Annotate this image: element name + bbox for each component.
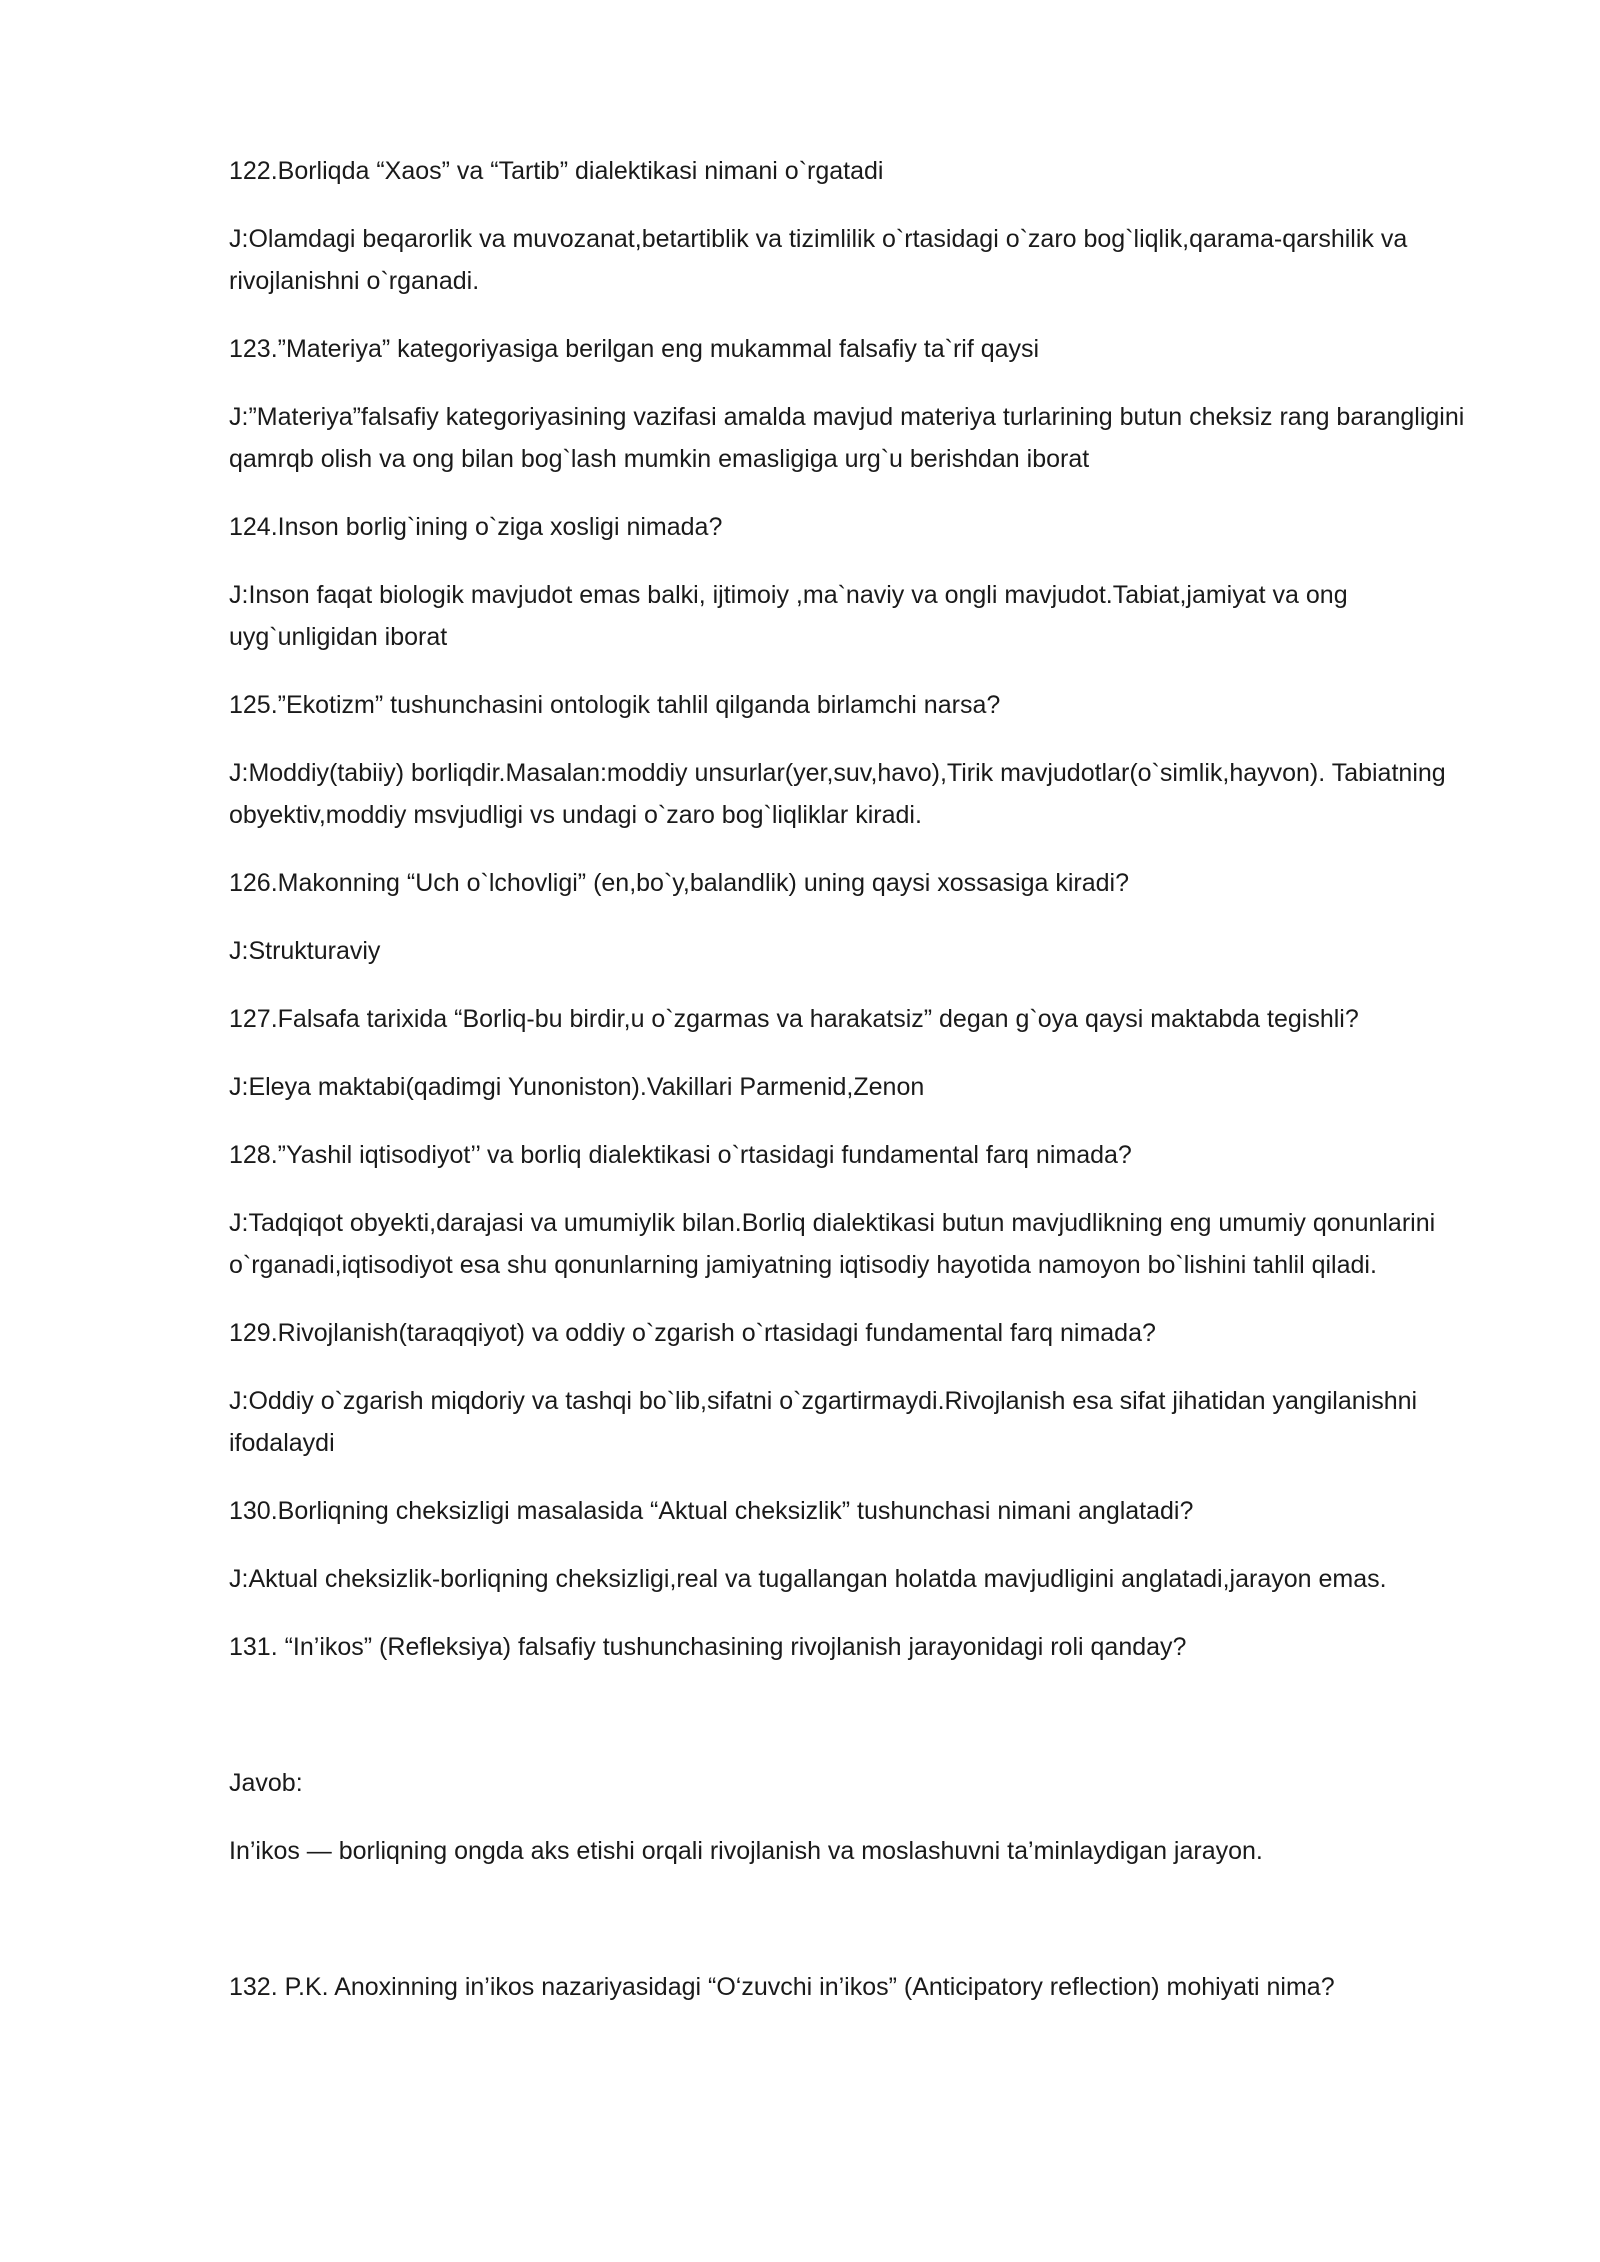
question-125: 125.”Ekotizm” tushunchasini ontologik tahlil qilganda birlamchi narsa? [229,691,1001,719]
question-130: 130.Borliqning cheksizligi masalasida “Aktual cheksizlik” tushunchasi nimani anglatadi? [229,1497,1194,1525]
answer-129: J:Oddiy o`zgarish miqdoriy va tashqi bo`lib,sifatni o`zgartirmaydi.Rivojlanish esa sifat jihatidan yangilanishni ifodalaydi [229,1387,1418,1457]
answer-125: J:Moddiy(tabiiy) borliqdir.Masalan:moddiy unsurlar(yer,suv,havo),Tirik mavjudotlar(o`simlik,hayvon). Tabiatning obyektiv,moddiy msvjudligi vs undagi o`zaro bog`liqliklar kiradi. [229,759,1446,829]
question-127: 127.Falsafa tarixida “Borliq-bu birdir,u o`zgarmas va harakatsiz” degan g`oya qaysi maktabda tegishli? [229,1005,1359,1033]
answer-122: J:Olamdagi beqarorlik va muvozanat,betartiblik va tizimlilik o`rtasidagi o`zaro bog`liqlik,qarama-qarshilik va rivojlanishni o`rganadi. [229,225,1408,295]
blank-space [229,1898,1489,1966]
answer-130: J:Aktual cheksizlik-borliqning cheksizligi,real va tugallangan holatda mavjudligini anglatadi,jarayon emas. [229,1565,1387,1593]
answer-131: In’ikos — borliqning ongda aks etishi orqali rivojlanish va moslashuvni ta’minlaydigan jarayon. [229,1837,1263,1865]
question-122: 122.Borliqda “Xaos” va “Tartib” dialektikasi nimani o`rgatadi [229,157,884,185]
answer-126: J:Strukturaviy [229,937,381,965]
question-129: 129.Rivojlanish(taraqqiyot) va oddiy o`zgarish o`rtasidagi fundamental farq nimada? [229,1319,1156,1347]
question-132: 132. P.K. Anoxinning in’ikos nazariyasidagi “O‘zuvchi in’ikos” (Anticipatory reflection) mohiyati nima? [229,1973,1335,2001]
answer-label-131: Javob: [229,1769,303,1797]
question-128: 128.”Yashil iqtisodiyot’’ va borliq dialektikasi o`rtasidagi fundamental farq nimada? [229,1141,1132,1169]
answer-124: J:Inson faqat biologik mavjudot emas balki, ijtimoiy ,ma`naviy va ongli mavjudot.Tabiat,jamiyat va ong uyg`unligidan iborat [229,581,1348,651]
answer-123: J:”Materiya”falsafiy kategoriyasining vazifasi amalda mavjud materiya turlarining butun cheksiz rang barangligini qamrqb olish va ong bilan bog`lash mumkin emasligiga urg`u berishdan iborat [229,403,1465,473]
answer-127: J:Eleya maktabi(qadimgi Yunoniston).Vakillari Parmenid,Zenon [229,1073,925,1101]
question-123: 123.”Materiya” kategoriyasiga berilgan eng mukammal falsafiy ta`rif qaysi [229,335,1040,363]
question-126: 126.Makonning “Uch o`lchovligi” (en,bo`y,balandlik) uning qaysi xossasiga kiradi? [229,869,1129,897]
question-124: 124.Inson borlig`ining o`ziga xosligi nimada? [229,513,723,541]
question-131: 131. “In’ikos” (Refleksiya) falsafiy tushunchasining rivojlanish jarayonidagi roli qanday? [229,1633,1187,1661]
document-body [229,150,1489,2034]
blank-space [229,1694,1489,1762]
answer-128: J:Tadqiqot obyekti,darajasi va umumiylik bilan.Borliq dialektikasi butun mavjudlikning eng umumiy qonunlarini o`rganadi,iqtisodiyot esa shu qonunlarning jamiyatning iqtisodiy hayotida namoyon bo`lishini tahlil qiladi. [229,1209,1436,1279]
